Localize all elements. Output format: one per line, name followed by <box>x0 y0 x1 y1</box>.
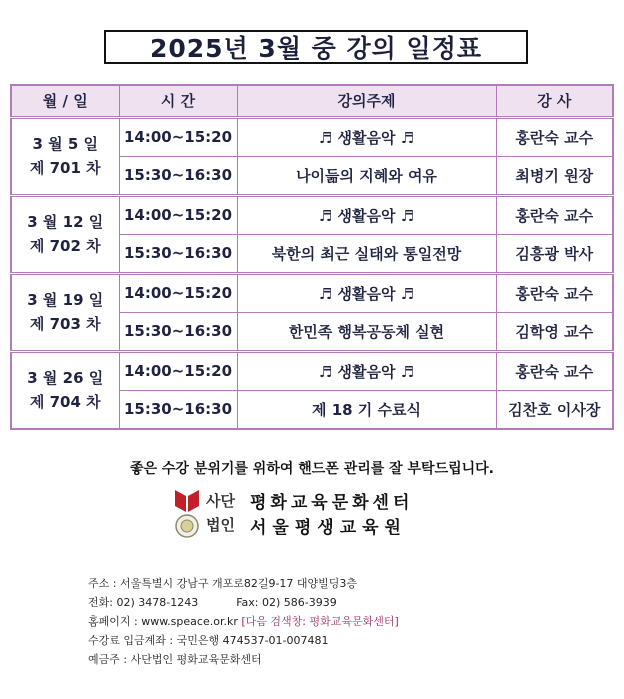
account-line: 수강료 입금계좌 : 국민은행 474537-01-007481 <box>88 634 329 647</box>
lecturer-cell: 홍란숙 교수 <box>496 351 613 390</box>
page-title: 2025년 3월 중 강의 일정표 <box>150 34 482 63</box>
lecturer-cell: 홍란숙 교수 <box>496 195 613 234</box>
phone-fax-line <box>88 593 399 612</box>
topic-cell: ♬ 생활음악 ♬ <box>237 351 496 390</box>
logo-org-type-2: 법인 <box>206 516 235 534</box>
time-cell: 15:30~16:30 <box>119 390 237 429</box>
table-row <box>11 273 613 312</box>
header-date: 월 / 일 <box>11 85 119 117</box>
session-round: 제 703 차 <box>29 315 101 333</box>
table-row <box>11 195 613 234</box>
search-hint: [다음 검색창: 평화교육문화센터] <box>241 615 399 628</box>
emblem-icon <box>172 488 202 540</box>
lecturer-cell: 최병기 원장 <box>496 156 613 195</box>
session-date-cell <box>11 351 119 429</box>
lecturer-cell: 홍란숙 교수 <box>496 117 613 156</box>
topic-cell: ♬ 생활음악 ♬ <box>237 117 496 156</box>
session-date: 3 월 19 일 <box>27 291 104 309</box>
logo-name-2: 서울평생교육원 <box>250 518 407 538</box>
session-date-cell <box>11 273 119 351</box>
session-date: 3 월 5 일 <box>32 135 99 153</box>
contact-info <box>88 574 399 669</box>
lecturer-cell: 김찬호 이사장 <box>496 390 613 429</box>
fax-text: Fax: 02) 586-3939 <box>236 596 337 609</box>
schedule-table <box>10 84 614 430</box>
table-row <box>11 351 613 390</box>
header-time: 시 간 <box>119 85 237 117</box>
time-cell: 15:30~16:30 <box>119 156 237 195</box>
lecturer-cell: 홍란숙 교수 <box>496 273 613 312</box>
topic-cell: 북한의 최근 실태와 통일전망 <box>237 234 496 273</box>
session-date-cell <box>11 117 119 195</box>
time-cell: 14:00~15:20 <box>119 195 237 234</box>
lecturer-cell: 김학영 교수 <box>496 312 613 351</box>
title-box <box>104 30 528 64</box>
address-line: 주소 : 서울특별시 강남구 개포로82길9-17 대양빌딩3층 <box>88 577 358 590</box>
phone-text: 전화: 02) 3478-1243 <box>88 596 199 609</box>
topic-cell: 나이듦의 지혜와 여유 <box>237 156 496 195</box>
session-round: 제 704 차 <box>29 393 101 412</box>
header-lecturer: 강 사 <box>496 85 613 117</box>
session-date: 3 월 26 일 <box>27 369 104 388</box>
header-topic: 강의주제 <box>237 85 496 117</box>
table-header-row <box>11 85 613 117</box>
session-date-cell <box>11 195 119 273</box>
time-cell: 14:00~15:20 <box>119 351 237 390</box>
homepage-line <box>88 612 399 631</box>
organization-logo <box>172 488 442 540</box>
homepage-text: 홈페이지 : www.speace.or.kr <box>88 615 238 628</box>
time-cell: 15:30~16:30 <box>119 312 237 351</box>
session-round: 제 702 차 <box>29 237 101 255</box>
topic-cell: ♬ 생활음악 ♬ <box>237 273 496 312</box>
lecturer-cell: 김흥광 박사 <box>496 234 613 273</box>
session-round: 제 701 차 <box>29 159 101 177</box>
time-cell: 14:00~15:20 <box>119 273 237 312</box>
session-date: 3 월 12 일 <box>27 213 104 231</box>
time-cell: 15:30~16:30 <box>119 234 237 273</box>
topic-cell: ♬ 생활음악 ♬ <box>237 195 496 234</box>
logo-name-1: 평화교육문화센터 <box>250 493 414 513</box>
topic-cell: 제 18 기 수료식 <box>237 390 496 429</box>
notice-text: 좋은 수강 분위기를 위하여 핸드폰 관리를 잘 부탁드립니다. <box>129 461 494 477</box>
holder-line: 예금주 : 사단법인 평화교육문화센터 <box>88 653 262 666</box>
table-row <box>11 117 613 156</box>
topic-cell: 한민족 행복공동체 실현 <box>237 312 496 351</box>
logo-org-type-1: 사단 <box>206 492 235 510</box>
time-cell: 14:00~15:20 <box>119 117 237 156</box>
